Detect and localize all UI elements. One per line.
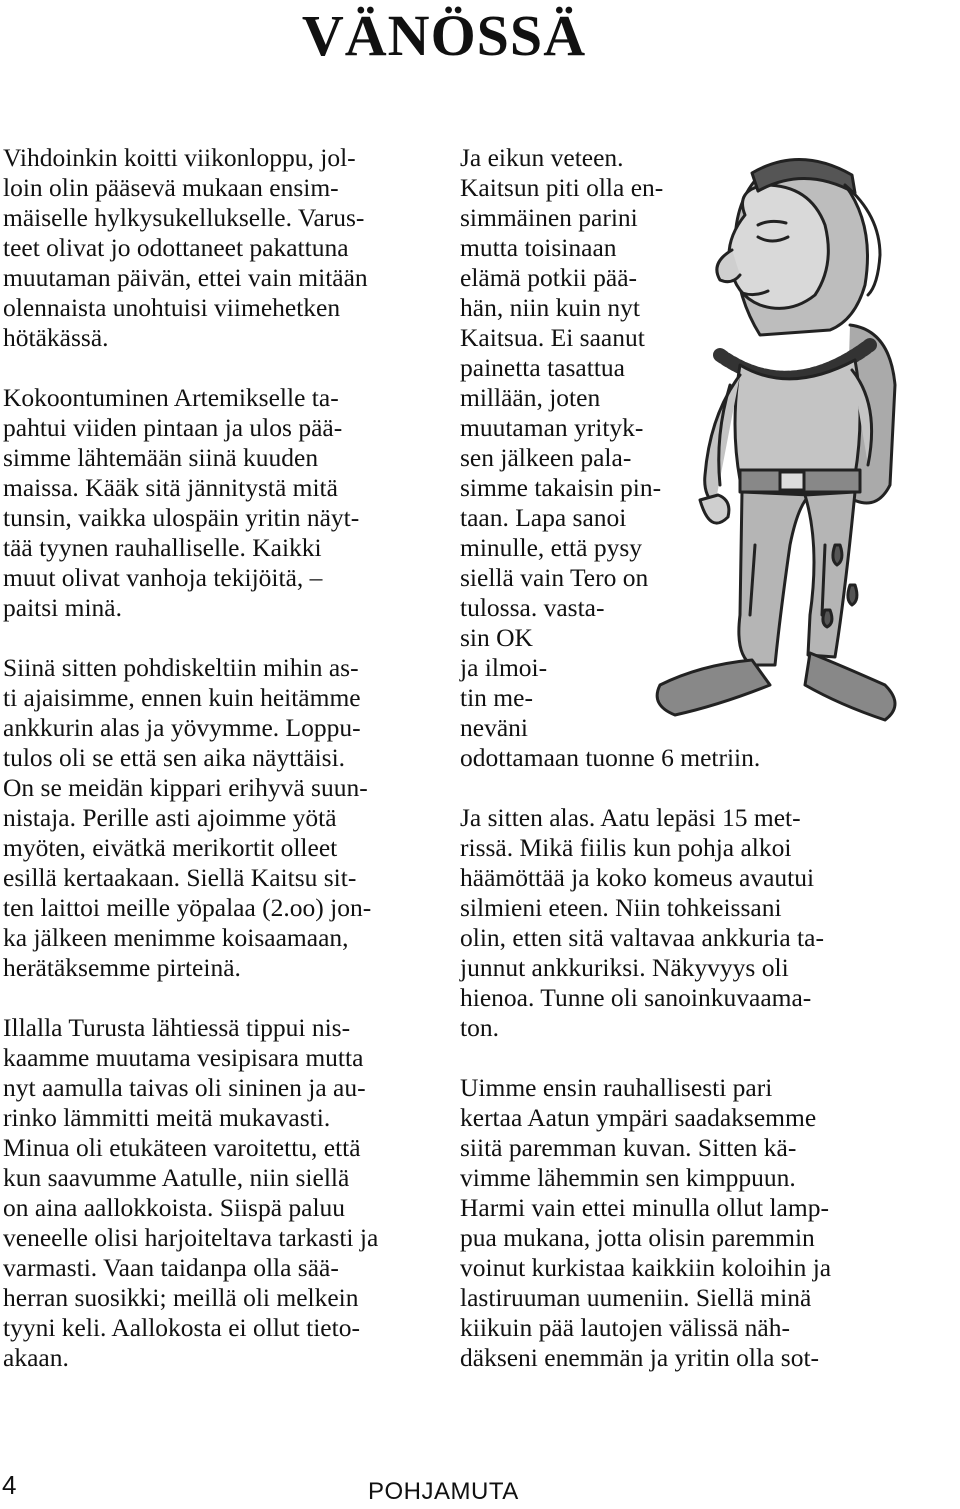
right-column-line: vimme lähemmin sen kimppuun. bbox=[460, 1163, 796, 1192]
left-column-line: tyyni keli. Aallokosta ei ollut tieto- bbox=[3, 1313, 360, 1342]
right-column-line: Ja sitten alas. Aatu lepäsi 15 met- bbox=[460, 803, 801, 832]
left-column-line: ankkurin alas ja yövymme. Loppu- bbox=[3, 713, 361, 742]
right-column-line: Harmi vain ettei minulla ollut lamp- bbox=[460, 1193, 829, 1222]
left-column-line: hötäkässä. bbox=[3, 323, 109, 352]
left-column-line: Kokoontuminen Artemikselle ta- bbox=[3, 383, 339, 412]
right-column-line: Kaitsun piti olla en- bbox=[460, 173, 664, 202]
left-column-line: akaan. bbox=[3, 1343, 69, 1372]
right-column-line: Uimme ensin rauhallisesti pari bbox=[460, 1073, 773, 1102]
right-column-line: sin OK bbox=[460, 623, 533, 652]
left-column-line: nistaja. Perille asti ajoimme yötä bbox=[3, 803, 337, 832]
right-column-line: simmäinen parini bbox=[460, 203, 638, 232]
right-column-line: ton. bbox=[460, 1013, 499, 1042]
left-column-line: Illalla Turusta lähtiessä tippui nis- bbox=[3, 1013, 351, 1042]
right-column-line: pua mukana, jotta olisin paremmin bbox=[460, 1223, 815, 1252]
right-column-line: neväni bbox=[460, 713, 528, 742]
left-column-line: Minua oli etukäteen varoitettu, että bbox=[3, 1133, 361, 1162]
left-column-line: paitsi minä. bbox=[3, 593, 122, 622]
left-column-line: Vihdoinkin koitti viikonloppu, jol- bbox=[3, 143, 356, 172]
right-column-line: painetta tasattua bbox=[460, 353, 625, 382]
page-number: 4 bbox=[2, 1470, 17, 1500]
right-column-line: mutta toisinaan bbox=[460, 233, 617, 262]
left-column-line: loin olin pääsevä mukaan ensim- bbox=[3, 173, 339, 202]
left-column-line: herätäksemme pirteinä. bbox=[3, 953, 241, 982]
right-column-line: voinut kurkistaa kaikkiin koloihin ja bbox=[460, 1253, 832, 1282]
right-column-line: kertaa Aatun ympäri saadaksemme bbox=[460, 1103, 817, 1132]
left-column-line: tää tyynen rauhalliselle. Kaikki bbox=[3, 533, 322, 562]
left-column-line: mäiselle hylkysukellukselle. Varus- bbox=[3, 203, 365, 232]
right-column-line: hän, niin kuin nyt bbox=[460, 293, 640, 322]
right-column-line: rissä. Mikä fiilis kun pohja alkoi bbox=[460, 833, 792, 862]
page-title: VÄNÖSSÄ bbox=[301, 3, 587, 68]
left-column-line: tulos oli se että sen aika näyttäisi. bbox=[3, 743, 346, 772]
right-column-line: däkseni enemmän ja yritin olla sot- bbox=[460, 1343, 820, 1372]
right-column-line: häämöttää ja koko komeus avautui bbox=[460, 863, 815, 892]
left-column-line: pahtui viiden pintaan ja ulos pää- bbox=[3, 413, 343, 442]
left-column-line: rinko lämmitti meitä mukavasti. bbox=[3, 1103, 331, 1132]
left-column-line: ti ajaisimme, ennen kuin heitämme bbox=[3, 683, 361, 712]
right-column-line: odottamaan tuonne 6 metriin. bbox=[460, 743, 761, 772]
left-column-line: veneelle olisi harjoiteltava tarkasti ja bbox=[3, 1223, 379, 1252]
right-column-line: sen jälkeen pala- bbox=[460, 443, 632, 472]
right-column-line: ja ilmoi- bbox=[460, 653, 548, 682]
left-column-line: olennaista unohtuisi viimehetken bbox=[3, 293, 341, 322]
left-column-line: nyt aamulla taivas oli sininen ja au- bbox=[3, 1073, 366, 1102]
right-column-line: silmieni eteen. Niin tohkeissani bbox=[460, 893, 782, 922]
left-column-line: on aina aallokkoista. Siispä paluu bbox=[3, 1193, 346, 1222]
right-column-line: kiikuin pää lautojen välissä näh- bbox=[460, 1313, 790, 1342]
left-column-line: muut olivat vanhoja tekijöitä, – bbox=[3, 563, 323, 592]
right-column-line: junnut ankkuriksi. Näkyvyys oli bbox=[460, 953, 789, 982]
left-column-line: teet olivat jo odottaneet pakattuna bbox=[3, 233, 349, 262]
left-column-line: Siinä sitten pohdiskeltiin mihin as- bbox=[3, 653, 359, 682]
left-column-line: varmasti. Vaan taidanpa olla sää- bbox=[3, 1253, 339, 1282]
left-column-line: maissa. Kääk sitä jännitystä mitä bbox=[3, 473, 338, 502]
left-column-line: myöten, eivätkä merikortit olleet bbox=[3, 833, 338, 862]
right-column-line: tin me- bbox=[460, 683, 533, 712]
right-column-line: hienoa. Tunne oli sanoinkuvaama- bbox=[460, 983, 812, 1012]
publication-name: POHJAMUTA bbox=[368, 1478, 519, 1505]
left-column-line: herran suosikki; meillä oli melkein bbox=[3, 1283, 359, 1312]
left-column-line: kun saavumme Aatulle, niin siellä bbox=[3, 1163, 350, 1192]
right-column-line: simme takaisin pin- bbox=[460, 473, 662, 502]
left-column-line: esillä kertaakaan. Siellä Kaitsu sit- bbox=[3, 863, 357, 892]
left-column-line: ten laittoi meille yöpalaa (2.oo) jon- bbox=[3, 893, 372, 922]
left-column-line: simme lähtemään siinä kuuden bbox=[3, 443, 319, 472]
right-column-line: siitä paremman kuvan. Sitten kä- bbox=[460, 1133, 797, 1162]
right-column-line: muutaman yrityk- bbox=[460, 413, 644, 442]
right-column-line: taan. Lapa sanoi bbox=[460, 503, 627, 532]
left-column-line: On se meidän kippari erihyvä suun- bbox=[3, 773, 368, 802]
right-column-line: millään, joten bbox=[460, 383, 601, 412]
right-column-line: siellä vain Tero on bbox=[460, 563, 649, 592]
right-column-line: minulle, että pysy bbox=[460, 533, 643, 562]
left-column-line: tunsin, vaikka ulospäin yritin näyt- bbox=[3, 503, 360, 532]
right-column-line: tulossa. vasta- bbox=[460, 593, 605, 622]
left-column-line: muutaman päivän, ettei vain mitään bbox=[3, 263, 368, 292]
right-column-line: olin, etten sitä valtavaa ankkuria ta- bbox=[460, 923, 824, 952]
diver-illustration bbox=[640, 145, 960, 765]
right-column-line: lastiruuman uumeniin. Siellä minä bbox=[460, 1283, 812, 1312]
left-column-line: kaamme muutama vesipisara mutta bbox=[3, 1043, 364, 1072]
right-column-line: Ja eikun veteen. bbox=[460, 143, 624, 172]
left-column-line: ka jälkeen menimme koisaamaan, bbox=[3, 923, 349, 952]
right-column-line: Kaitsua. Ei saanut bbox=[460, 323, 645, 352]
right-column-line: elämä potkii pää- bbox=[460, 263, 638, 292]
